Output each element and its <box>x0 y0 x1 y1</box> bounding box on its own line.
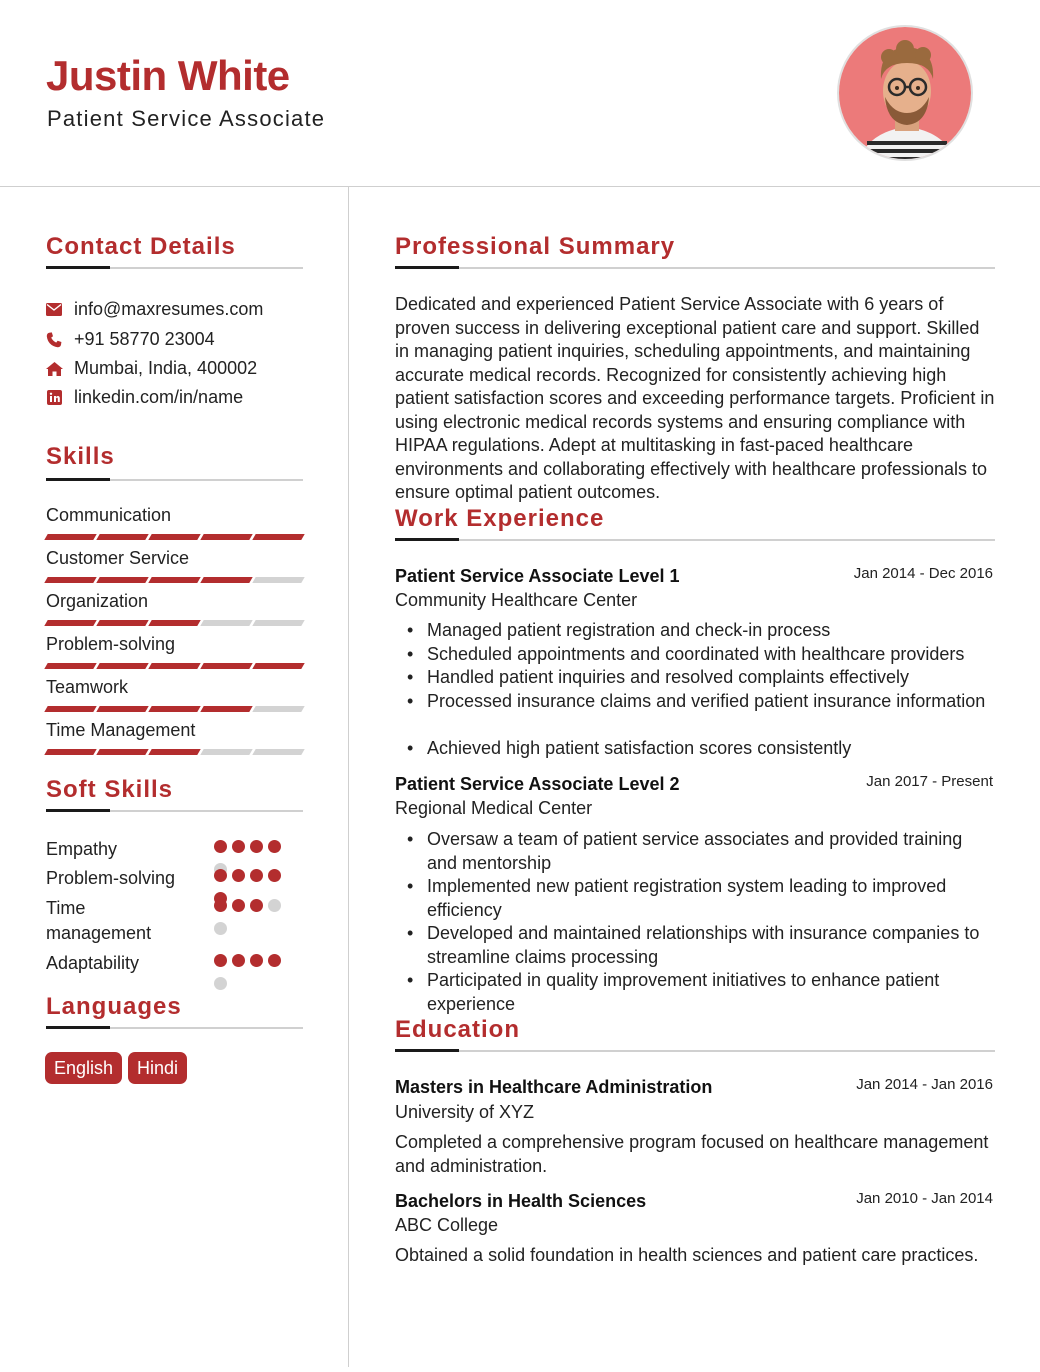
skill-level-segment <box>252 577 304 583</box>
contact-address-text: Mumbai, India, 400002 <box>74 358 258 378</box>
rating-dot <box>268 899 281 912</box>
skill-label: Organization <box>46 591 149 611</box>
job-2-bullets <box>395 828 995 1016</box>
edu-2-dates: Jan 2010 - Jan 2014 <box>856 1190 993 1207</box>
experience-rule <box>395 539 995 541</box>
edu-1-dates: Jan 2014 - Jan 2016 <box>856 1076 993 1093</box>
skill-level-segment <box>148 577 200 583</box>
soft-skill-label: Problem-solving <box>46 868 176 888</box>
skill-label: Problem-solving <box>46 634 176 654</box>
edu-2-degree: Bachelors in Health Sciences <box>395 1191 647 1211</box>
rating-dot <box>214 922 227 935</box>
education-heading: Education <box>395 1016 521 1043</box>
soft-skill-rating <box>214 899 294 945</box>
skill-level-segment <box>252 706 304 712</box>
edu-1-school: University of XYZ <box>395 1102 535 1122</box>
job-1-title: Patient Service Associate Level 1 <box>395 566 680 586</box>
education-rule <box>395 1050 995 1052</box>
skill-level-segment <box>252 663 304 669</box>
home-icon <box>45 360 63 378</box>
skill-level-segment <box>200 577 252 583</box>
job-1-bullet: • Managed patient registration and check-in process <box>395 619 1000 643</box>
skills-rule <box>46 479 303 481</box>
skill-level-segment <box>96 663 148 669</box>
languages-rule <box>46 1027 303 1029</box>
edu-1-degree: Masters in Healthcare Administration <box>395 1077 713 1097</box>
language-badge-english: English <box>45 1052 122 1084</box>
linkedin-icon <box>45 389 63 407</box>
contact-address <box>45 358 257 379</box>
soft-skills-heading: Soft Skills <box>46 776 174 803</box>
candidate-title: Patient Service Associate <box>47 106 326 131</box>
rating-dot <box>268 954 281 967</box>
skill-level-segment <box>252 620 304 626</box>
soft-skill-label: Adaptability <box>46 953 140 973</box>
skill-level-segment <box>44 706 96 712</box>
skill-level-segment <box>148 749 200 755</box>
skill-level-bar <box>46 577 306 583</box>
rating-dot <box>232 840 245 853</box>
skill-level-segment <box>252 534 304 540</box>
rating-dot <box>250 840 263 853</box>
skill-level-segment <box>148 534 200 540</box>
envelope-icon <box>45 301 63 319</box>
skill-level-segment <box>148 706 200 712</box>
skill-level-segment <box>200 620 252 626</box>
job-1-bullet: • Handled patient inquiries and resolved complaints effectively <box>395 666 1000 690</box>
phone-icon <box>45 331 63 349</box>
soft-skill-rating <box>214 954 294 1000</box>
contact-linkedin[interactable] <box>45 387 243 408</box>
skill-level-bar <box>46 620 306 626</box>
skill-level-segment <box>96 749 148 755</box>
summary-heading: Professional Summary <box>395 233 676 260</box>
skill-level-segment <box>44 663 96 669</box>
resume-header <box>0 0 1040 187</box>
soft-skill-label: Time management <box>46 898 152 943</box>
summary-rule <box>395 267 995 269</box>
job-2-title: Patient Service Associate Level 2 <box>395 774 680 794</box>
soft-skills-rule <box>46 810 303 812</box>
skill-level-segment <box>200 663 252 669</box>
rating-dot <box>214 899 227 912</box>
job-1-bullet: • Achieved high patient satisfaction scores consistently <box>395 737 1000 761</box>
rating-dot <box>268 869 281 882</box>
rating-dot <box>250 954 263 967</box>
skill-level-segment <box>44 577 96 583</box>
skill-label: Customer Service <box>46 548 190 568</box>
edu-2-school: ABC College <box>395 1215 499 1235</box>
skill-level-segment <box>44 620 96 626</box>
skill-level-bar <box>46 663 306 669</box>
job-1-bullet: • Processed insurance claims and verified patient insurance information <box>395 690 1000 714</box>
rating-dot <box>268 840 281 853</box>
rating-dot <box>214 869 227 882</box>
contact-email-text: info@maxresumes.com <box>74 299 264 319</box>
job-2-bullet: • Developed and maintained relationships with insurance companies to streamline claims processing <box>395 922 995 969</box>
skill-level-segment <box>200 749 252 755</box>
profile-photo <box>837 25 973 161</box>
skill-level-segment <box>148 663 200 669</box>
skill-level-segment <box>96 577 148 583</box>
skill-label: Communication <box>46 505 172 525</box>
summary-text: Dedicated and experienced Patient Service Associate with 6 years of proven success in delivering exceptional patient care and support. Skilled in managing patient inquiries, scheduling appointments, and maintaining accurate medical records. Recognized for consistently achieving high patient satisfaction scores and exceeding performance targets. Proficient in using electronic medical records systems and ensuring compliance with HIPAA regulations. Adept at multitasking in fast-paced healthcare environments and collaborating effectively with healthcare professionals to ensure optimal patient outcomes. <box>395 294 995 502</box>
skill-label: Teamwork <box>46 677 129 697</box>
rating-dot <box>214 954 227 967</box>
rating-dot <box>214 977 227 990</box>
language-badge-hindi: Hindi <box>128 1052 187 1084</box>
skill-level-segment <box>96 534 148 540</box>
skill-level-segment <box>200 706 252 712</box>
rating-dot <box>232 869 245 882</box>
job-2-org: Regional Medical Center <box>395 798 593 818</box>
languages-heading: Languages <box>46 993 182 1020</box>
rating-dot <box>232 899 245 912</box>
rating-dot <box>250 899 263 912</box>
soft-skill-label: Empathy <box>46 839 118 859</box>
skill-level-bar <box>46 706 306 712</box>
job-2-bullet: • Participated in quality improvement initiatives to enhance patient experience <box>395 969 995 1016</box>
skill-label: Time Management <box>46 720 196 740</box>
skill-level-segment <box>44 749 96 755</box>
skill-level-bar <box>46 534 306 540</box>
contact-linkedin-text: linkedin.com/in/name <box>74 387 244 407</box>
profile-photo-illustration <box>839 27 973 161</box>
contact-email[interactable] <box>45 299 263 320</box>
contact-phone[interactable] <box>45 329 215 350</box>
rating-dot <box>250 869 263 882</box>
skill-level-segment <box>252 749 304 755</box>
skill-level-segment <box>200 534 252 540</box>
edu-1-description: Completed a comprehensive program focused on healthcare management and administration. <box>395 1132 989 1176</box>
job-2-bullet: • Implemented new patient registration system leading to improved efficiency <box>395 875 995 922</box>
skill-level-segment <box>44 534 96 540</box>
job-1-bullet: • Scheduled appointments and coordinated with healthcare providers <box>395 643 1000 667</box>
contact-heading: Contact Details <box>46 233 236 260</box>
skill-level-segment <box>96 620 148 626</box>
rating-dot <box>232 954 245 967</box>
candidate-name: Justin White <box>46 52 290 99</box>
skill-level-segment <box>96 706 148 712</box>
job-2-dates: Jan 2017 - Present <box>866 773 993 790</box>
job-1-org: Community Healthcare Center <box>395 590 638 610</box>
job-2-bullet: • Oversaw a team of patient service associates and provided training and mentorship <box>395 828 995 875</box>
job-1-dates: Jan 2014 - Dec 2016 <box>853 565 993 582</box>
skills-heading: Skills <box>46 443 115 470</box>
contact-rule <box>46 267 303 269</box>
skill-level-bar <box>46 749 306 755</box>
experience-heading: Work Experience <box>395 505 605 532</box>
rating-dot <box>214 840 227 853</box>
job-1-bullets <box>395 619 1000 760</box>
contact-phone-text: +91 58770 23004 <box>74 329 215 349</box>
column-divider <box>348 187 349 1367</box>
skill-level-segment <box>148 620 200 626</box>
edu-2-description: Obtained a solid foundation in health sciences and patient care practices. <box>395 1245 979 1265</box>
